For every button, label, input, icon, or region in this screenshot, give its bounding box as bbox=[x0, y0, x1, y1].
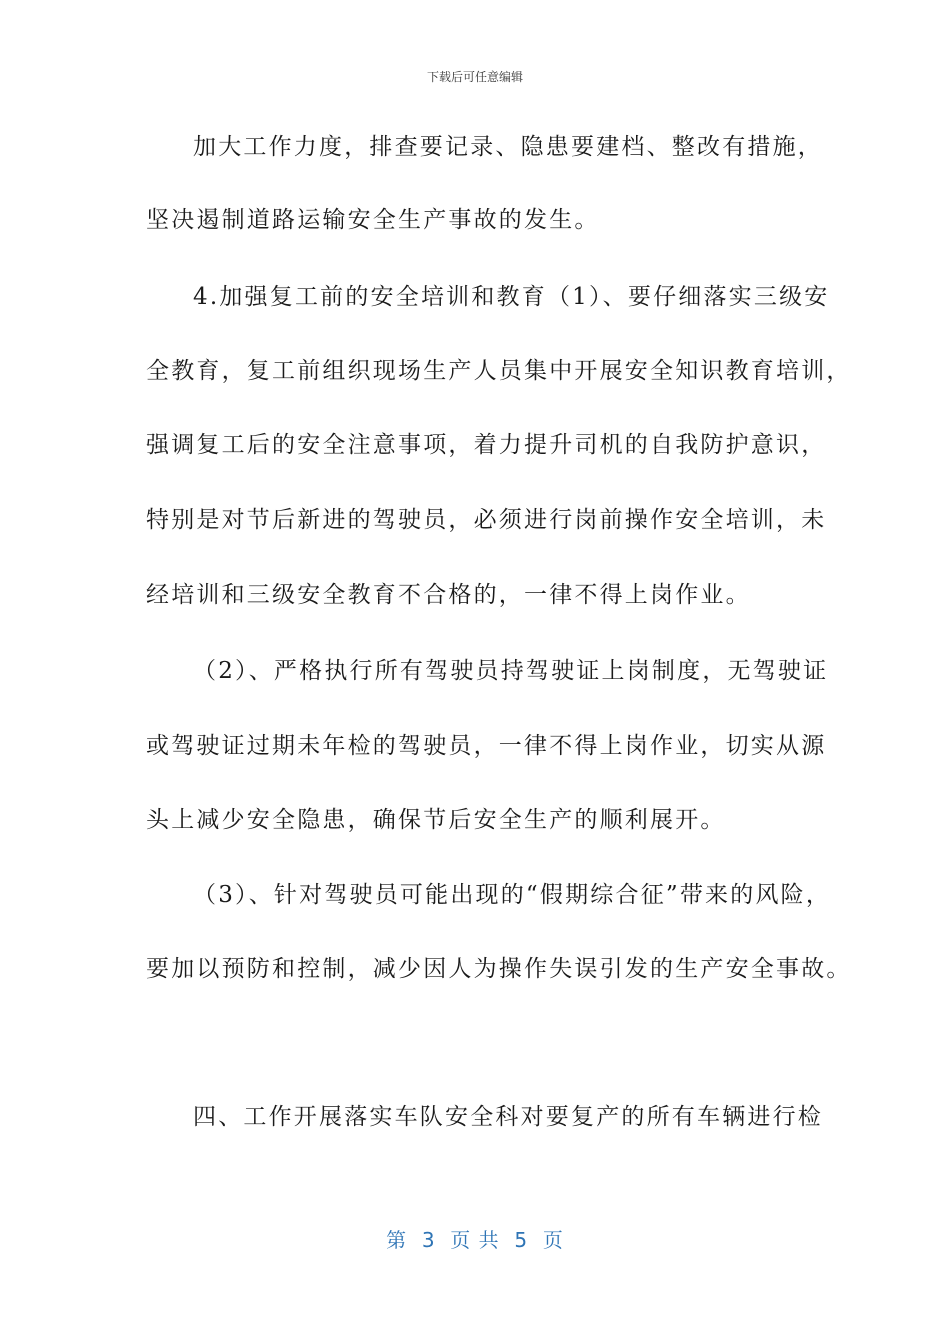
paragraph-line: （3）、针对驾驶员可能出现的“假期综合征”带来的风险， bbox=[193, 882, 832, 908]
paragraph-line: 4.加强复工前的安全培训和教育（1）、要仔细落实三级安 bbox=[193, 284, 830, 310]
paragraph-line: 要加以预防和控制，减少因人为操作失误引发的生产安全事故。 bbox=[146, 956, 852, 982]
page-number: 第 3 页 共 5 页 bbox=[386, 1228, 564, 1252]
paragraph-line: 坚决遏制道路运输安全生产事故的发生。 bbox=[146, 207, 600, 233]
paragraph-line: 全教育，复工前组织现场生产人员集中开展安全知识教育培训， bbox=[146, 358, 852, 384]
paragraph-line: 加大工作力度，排查要记录、隐患要建档、整改有措施， bbox=[193, 134, 823, 160]
paragraph-line: （2）、严格执行所有驾驶员持驾驶证上岗制度，无驾驶证 bbox=[193, 658, 829, 684]
paragraph-line: 经培训和三级安全教育不合格的，一律不得上岗作业。 bbox=[146, 582, 751, 608]
paragraph-line: 头上减少安全隐患，确保节后安全生产的顺利展开。 bbox=[146, 807, 726, 833]
paragraph-line: 强调复工后的安全注意事项，着力提升司机的自我防护意识， bbox=[146, 432, 827, 458]
section-heading-line: 四、工作开展落实车队安全科对要复产的所有车辆进行检 bbox=[193, 1104, 823, 1130]
paragraph-line: 特别是对节后新进的驾驶员，必须进行岗前操作安全培训，未 bbox=[146, 507, 827, 533]
paragraph-line: 或驾驶证过期未年检的驾驶员，一律不得上岗作业，切实从源 bbox=[146, 733, 827, 759]
download-note: 下载后可任意编辑 bbox=[426, 70, 523, 84]
